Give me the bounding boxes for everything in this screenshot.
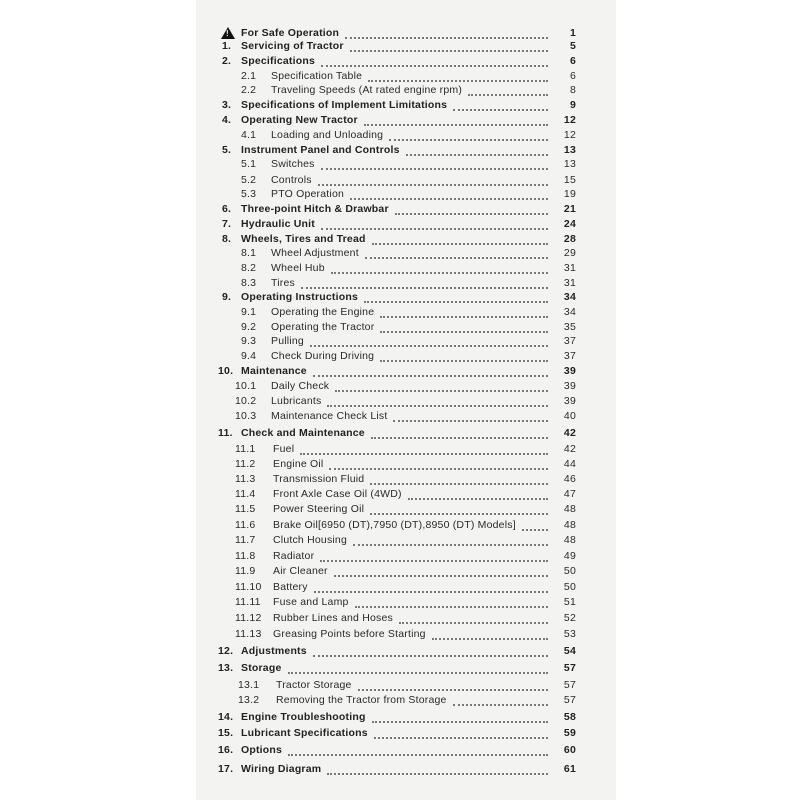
- toc-entry-page-number: 42: [563, 427, 576, 439]
- toc-entry-number: 5.1: [241, 158, 257, 170]
- toc-entry-page-number: 31: [563, 262, 576, 274]
- toc-entry-page-number: 48: [563, 534, 576, 546]
- toc-entry-title: Lubricant Specifications: [241, 727, 368, 739]
- dot-leader: [395, 203, 548, 215]
- toc-entry-number: 5.3: [241, 188, 257, 200]
- toc-entry: [0, 565, 800, 579]
- toc-entry-title: Loading and Unloading: [271, 129, 384, 141]
- dot-leader: [372, 233, 548, 245]
- toc-entry: [0, 727, 800, 741]
- dot-leader: [350, 188, 548, 200]
- toc-entry-number: 11.7: [235, 534, 256, 546]
- toc-entry-number: 5.2: [241, 174, 257, 186]
- dot-leader: [380, 350, 548, 362]
- toc-entry-page-number: 44: [563, 458, 576, 470]
- dot-leader: [318, 174, 548, 186]
- toc-entry-number: 11.: [218, 427, 233, 439]
- toc-entry: [0, 306, 800, 320]
- toc-entry: [0, 277, 800, 291]
- dot-leader: [453, 99, 548, 111]
- dot-leader: [301, 277, 548, 289]
- dot-leader: [350, 40, 548, 52]
- dot-leader: [364, 291, 548, 303]
- dot-leader: [406, 144, 548, 156]
- toc-entry: [0, 581, 800, 595]
- toc-entry: [0, 114, 800, 128]
- toc-entry-page-number: 31: [563, 277, 576, 289]
- toc-entry-number: 11.11: [235, 596, 261, 608]
- toc-entry-page-number: 48: [563, 503, 576, 515]
- dot-leader: [399, 612, 548, 624]
- toc-entry-number: 17.: [218, 763, 234, 775]
- toc-entry-number: 11.2: [235, 458, 256, 470]
- toc-entry: [0, 365, 800, 379]
- toc-entry: [0, 628, 800, 642]
- toc-entry-page-number: 57: [563, 694, 576, 706]
- toc-entry-page-number: 57: [563, 662, 576, 674]
- toc-entry: [0, 188, 800, 202]
- toc-entry: [0, 129, 800, 143]
- toc-entry-title: Check During Driving: [271, 350, 375, 362]
- dot-leader: [327, 763, 548, 775]
- dot-leader: [371, 427, 548, 439]
- toc-entry-number: 16.: [218, 744, 234, 756]
- toc-entry-number: 5.: [222, 144, 232, 156]
- dot-leader: [408, 488, 548, 500]
- toc-entry-title: Maintenance: [241, 365, 307, 377]
- toc-entry: [0, 174, 800, 188]
- toc-entry-page-number: 24: [563, 218, 576, 230]
- toc-entry-page-number: 34: [563, 306, 576, 318]
- dot-leader: [329, 458, 548, 470]
- toc-entry: [0, 291, 800, 305]
- toc-entry-number: 4.: [222, 114, 232, 126]
- toc-entry-page-number: 58: [563, 711, 576, 723]
- toc-entry: [0, 662, 800, 676]
- toc-entry-title: For Safe Operation: [241, 27, 340, 39]
- toc-entry-number: 15.: [218, 727, 234, 739]
- toc-entry-title: Brake Oil[6950 (DT),7950 (DT),8950 (DT) Models]: [273, 519, 516, 531]
- toc-entry-page-number: 50: [563, 565, 576, 577]
- toc-entry-number: 8.1: [241, 247, 257, 259]
- toc-entry-title: Engine Troubleshooting: [241, 711, 366, 723]
- toc-entry-number: 11.9: [235, 565, 256, 577]
- dot-leader: [365, 247, 548, 259]
- dot-leader: [522, 519, 548, 531]
- toc-entry-page-number: 48: [563, 519, 576, 531]
- toc-entry-page-number: 1: [569, 27, 576, 39]
- toc-entry-page-number: 50: [563, 581, 576, 593]
- toc-entry-page-number: 39: [563, 365, 576, 377]
- toc-entry-page-number: 13: [563, 144, 576, 156]
- toc-entry-number: 11.5: [235, 503, 256, 515]
- toc-entry-title: Maintenance Check List: [271, 410, 388, 422]
- toc-entry-title: Clutch Housing: [273, 534, 348, 546]
- dot-leader: [314, 581, 548, 593]
- toc-entry-title: Tires: [271, 277, 295, 289]
- toc-entry-number: 11.12: [235, 612, 262, 624]
- toc-entry-page-number: 6: [569, 70, 576, 82]
- toc-entry-title: Wiring Diagram: [241, 763, 322, 775]
- toc-entry-number: 7.: [222, 218, 232, 230]
- toc-entry-page-number: 13: [563, 158, 576, 170]
- dot-leader: [372, 711, 548, 723]
- toc-entry: [0, 458, 800, 472]
- dot-leader: [288, 744, 548, 756]
- toc-entry: [0, 84, 800, 98]
- toc-entry-page-number: 28: [563, 233, 576, 245]
- toc-entry-number: 10.: [218, 365, 234, 377]
- toc-entry-page-number: 5: [569, 40, 576, 52]
- toc-entry-title: Operating the Engine: [271, 306, 375, 318]
- toc-entry-number: 4.1: [241, 129, 257, 141]
- dot-leader: [380, 321, 548, 333]
- toc-entry: [0, 218, 800, 232]
- toc-entry-page-number: 15: [563, 174, 576, 186]
- toc-entry: [0, 395, 800, 409]
- toc-entry-title: Lubricants: [271, 395, 322, 407]
- dot-leader: [321, 218, 548, 230]
- toc-entry-title: Fuse and Lamp: [273, 596, 349, 608]
- toc-entry-page-number: 52: [563, 612, 576, 624]
- toc-entry-number: 13.1: [238, 679, 260, 691]
- toc-entry: [0, 27, 800, 41]
- toc-entry-title: Wheel Hub: [271, 262, 325, 274]
- toc-entry-title: Operating New Tractor: [241, 114, 358, 126]
- dot-leader: [364, 114, 548, 126]
- toc-entry-title: Pulling: [271, 335, 304, 347]
- dot-leader: [331, 262, 548, 274]
- dot-leader: [358, 679, 548, 691]
- dot-leader: [313, 365, 548, 377]
- toc-entry-page-number: 54: [563, 645, 576, 657]
- toc-entry-number: 8.: [222, 233, 232, 245]
- toc-entry: [0, 321, 800, 335]
- toc-entry: [0, 645, 800, 659]
- toc-entry-title: Transmission Fluid: [273, 473, 365, 485]
- toc-entry: [0, 503, 800, 517]
- toc-entry-title: Wheel Adjustment: [271, 247, 359, 259]
- toc-entry-number: 11.6: [235, 519, 256, 531]
- toc-entry: [0, 596, 800, 610]
- dot-leader: [320, 550, 548, 562]
- toc-entry-page-number: 8: [569, 84, 576, 96]
- toc-entry-page-number: 60: [563, 744, 576, 756]
- dot-leader: [389, 129, 548, 141]
- toc-entry-page-number: 39: [563, 380, 576, 392]
- dot-leader: [288, 662, 549, 674]
- toc-entry-page-number: 12: [563, 129, 576, 141]
- toc-entry-number: 14.: [218, 711, 234, 723]
- toc-entry-title: Daily Check: [271, 380, 330, 392]
- toc-entry-title: Check and Maintenance: [241, 427, 365, 439]
- toc-entry-page-number: 39: [563, 395, 576, 407]
- toc-entry-title: PTO Operation: [271, 188, 345, 200]
- toc-entry: [0, 488, 800, 502]
- toc-entry-number: 10.1: [235, 380, 257, 392]
- toc-entry-title: Rubber Lines and Hoses: [273, 612, 393, 624]
- toc-entry-title: Wheels, Tires and Tread: [241, 233, 366, 245]
- toc-entry: [0, 40, 800, 54]
- dot-leader: [335, 380, 548, 392]
- toc-entry: [0, 679, 800, 693]
- dot-leader: [310, 335, 548, 347]
- toc-entry: [0, 55, 800, 69]
- toc-entry-title: Instrument Panel and Controls: [241, 144, 400, 156]
- toc-entry-title: Operating the Tractor: [271, 321, 375, 333]
- toc-entry-title: Hydraulic Unit: [241, 218, 315, 230]
- toc-entry-page-number: 42: [563, 443, 576, 455]
- toc-entry: [0, 247, 800, 261]
- toc-entry: [0, 233, 800, 247]
- dot-leader: [453, 694, 548, 706]
- toc-entry-title: Storage: [241, 662, 282, 674]
- toc-entry: [0, 612, 800, 626]
- toc-entry-number: 13.: [218, 662, 234, 674]
- toc-entry-title: Options: [241, 744, 283, 756]
- toc-entry-number: 6.: [222, 203, 232, 215]
- dot-leader: [380, 306, 548, 318]
- toc-entry: [0, 70, 800, 84]
- toc-entry: [0, 550, 800, 564]
- toc-entry-number: 3.: [222, 99, 232, 111]
- toc-entry-page-number: 9: [569, 99, 576, 111]
- toc-entry-page-number: 35: [563, 321, 576, 333]
- toc-entry-title: Three-point Hitch & Drawbar: [241, 203, 389, 215]
- toc-entry-title: Battery: [273, 581, 308, 593]
- toc-entry: [0, 711, 800, 725]
- toc-entry-number: 11.10: [235, 581, 262, 593]
- toc-entry-page-number: 37: [563, 335, 576, 347]
- dot-leader: [370, 503, 548, 515]
- toc-entry-page-number: 51: [563, 596, 576, 608]
- toc-entry: [0, 694, 800, 708]
- toc-entry: [0, 99, 800, 113]
- toc-entry: [0, 144, 800, 158]
- toc-entry-number: 8.2: [241, 262, 257, 274]
- toc-entry-number: 11.8: [235, 550, 256, 562]
- toc-entry-title: Servicing of Tractor: [241, 40, 344, 52]
- toc-entry: [0, 335, 800, 349]
- toc-entry-title: Switches: [271, 158, 315, 170]
- toc-entry: [0, 534, 800, 548]
- toc-entry-number: 11.1: [235, 443, 256, 455]
- toc-entry-number: 8.3: [241, 277, 257, 289]
- dot-leader: [334, 565, 548, 577]
- dot-leader: [374, 727, 548, 739]
- toc-entry: [0, 410, 800, 424]
- toc-entry-page-number: 19: [563, 188, 576, 200]
- toc-entry-title: Specifications: [241, 55, 315, 67]
- toc-entry-page-number: 29: [563, 247, 576, 259]
- toc-entry-number: 10.3: [235, 410, 257, 422]
- toc-entry-number: 11.4: [235, 488, 256, 500]
- toc-entry-page-number: 21: [563, 203, 576, 215]
- toc-entry-title: Fuel: [273, 443, 295, 455]
- toc-entry: [0, 519, 800, 533]
- toc-entry-title: Front Axle Case Oil (4WD): [273, 488, 402, 500]
- toc-entry-page-number: 34: [563, 291, 576, 303]
- dot-leader: [432, 628, 548, 640]
- toc-entry-title: Traveling Speeds (At rated engine rpm): [271, 84, 463, 96]
- toc-entry-number: 2.2: [241, 84, 257, 96]
- toc-entry-title: Greasing Points before Starting: [273, 628, 426, 640]
- toc-entry: [0, 380, 800, 394]
- toc-entry-page-number: 49: [563, 550, 576, 562]
- toc-entry-page-number: 37: [563, 350, 576, 362]
- toc-entry-number: 11.3: [235, 473, 256, 485]
- toc-entry-page-number: 59: [563, 727, 576, 739]
- toc-entry-title: Power Steering Oil: [273, 503, 365, 515]
- toc-entry-number: 12.: [218, 645, 234, 657]
- toc-entry-page-number: 53: [563, 628, 576, 640]
- toc-entry: [0, 443, 800, 457]
- toc-entry-title: Radiator: [273, 550, 315, 562]
- dot-leader: [313, 645, 548, 657]
- toc-entry-title: Controls: [271, 174, 312, 186]
- toc-entry-number: 1.: [222, 40, 232, 52]
- toc-entry-page-number: 46: [563, 473, 576, 485]
- toc-entry: [0, 473, 800, 487]
- dot-leader: [353, 534, 548, 546]
- toc-entry-title: Specification Table: [271, 70, 363, 82]
- toc-entry: [0, 744, 800, 758]
- toc-entry: [0, 262, 800, 276]
- toc-entry-title: Specifications of Implement Limitations: [241, 99, 448, 111]
- dot-leader: [321, 158, 548, 170]
- toc-entry-number: 13.2: [238, 694, 260, 706]
- dot-leader: [355, 596, 548, 608]
- toc-entry-number: 9.3: [241, 335, 257, 347]
- toc-entry: [0, 158, 800, 172]
- toc-entry-number: 2.: [222, 55, 232, 67]
- dot-leader: [370, 473, 548, 485]
- dot-leader: [345, 27, 548, 39]
- toc-entry-number: 9.: [222, 291, 232, 303]
- toc-entry-number: 9.2: [241, 321, 257, 333]
- dot-leader: [368, 70, 548, 82]
- toc-entry-page-number: 40: [563, 410, 576, 422]
- toc-entry-title: Air Cleaner: [273, 565, 328, 577]
- toc-entry-title: Adjustments: [241, 645, 307, 657]
- toc-entry: [0, 763, 800, 777]
- toc-entry-page-number: 12: [563, 114, 576, 126]
- toc-entry: [0, 427, 800, 441]
- toc-entry-title: Operating Instructions: [241, 291, 358, 303]
- dot-leader: [393, 410, 548, 422]
- dot-leader: [468, 84, 548, 96]
- toc-entry-number: 9.1: [241, 306, 257, 318]
- toc-entry: [0, 350, 800, 364]
- toc-entry-page-number: 61: [563, 763, 576, 775]
- toc-entry-number: 2.1: [241, 70, 257, 82]
- toc-entry: [0, 203, 800, 217]
- dot-leader: [300, 443, 548, 455]
- dot-leader: [327, 395, 548, 407]
- toc-entry-number: 10.2: [235, 395, 257, 407]
- warning-triangle-icon: [221, 27, 235, 39]
- toc-entry-number: 9.4: [241, 350, 257, 362]
- toc-entry-page-number: 6: [569, 55, 576, 67]
- dot-leader: [321, 55, 548, 67]
- toc-entry-title: Tractor Storage: [276, 679, 352, 691]
- toc-entry-page-number: 57: [563, 679, 576, 691]
- toc-entry-page-number: 47: [563, 488, 576, 500]
- toc-entry-title: Engine Oil: [273, 458, 324, 470]
- toc-entry-number: 11.13: [235, 628, 262, 640]
- toc-entry-title: Removing the Tractor from Storage: [276, 694, 447, 706]
